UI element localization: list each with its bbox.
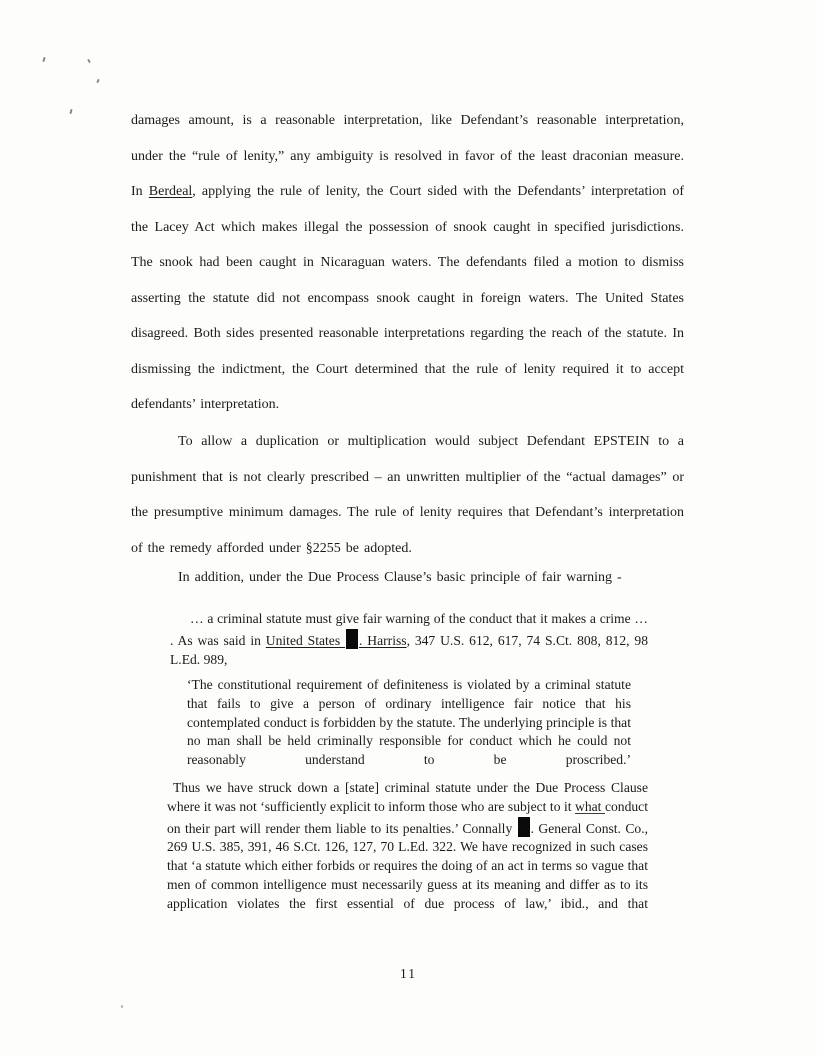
block-quote-connally <box>167 779 648 914</box>
citation-text: United States <box>265 632 346 648</box>
paragraph-text: , applying the rule of lenity, the Court sided with the Defendants’ interpretation of the Lacey Act which makes illegal the possession of snook caught in specified jurisdictions. The snook had been caught in Nicaraguan waters. The defendants filed a motion to dismiss asserting the statute did not encompass snook caught in foreign waters. The United States disagreed. Both sides presented reasonable interpretations regarding the reach of the statute. In dismissing the indictment, the Court determined that the rule of lenity required it to accept defendants’ interpretation. <box>131 184 684 412</box>
body-paragraph-lenity-argument <box>131 103 684 423</box>
page-number: 11 <box>400 966 417 981</box>
citation-text: . Harriss <box>359 632 407 648</box>
quote-text: , 347 U.S. 612, 617, 74 S.Ct. 808, 812, 98 L.Ed. 989, <box>170 632 648 667</box>
quote-text: conduct on their part will render them liable to its penalties.’ Connally <box>167 798 648 836</box>
scan-speckle <box>87 59 91 63</box>
redaction-box <box>518 817 530 837</box>
case-citation-united-states-harriss <box>266 633 407 648</box>
redaction-box <box>346 629 358 649</box>
scan-speckle <box>121 1005 123 1008</box>
quote-text-underline-artifact: what <box>575 798 605 814</box>
scan-speckle <box>96 79 100 83</box>
body-paragraph-fair-warning-intro: In addition, under the Due Process Clause’s basic principle of fair warning - <box>178 570 622 585</box>
scan-speckle <box>42 57 45 62</box>
block-quote-definiteness: ‘The constitutional requirement of definiteness is violated by a criminal statute that fails to give a person of ordinary intelligence fair notice that his contemplated conduct is forbidden by the statute. The underlying principle is that no man shall be held criminally responsible for conduct which he could not reasonably understand to be proscribed.’ <box>187 677 631 768</box>
body-paragraph-epstein-punishment: To allow a duplication or multiplication would subject Defendant EPSTEIN to a punishment that is not clearly prescribed – an unwritten multiplier of the “actual damages” or the presumptive minimum damages. The rule of lenity requires that Defendant’s interpretation of the remedy afforded under §2255 be adopted. <box>131 434 684 556</box>
quote-text: … a criminal statute must give fair warning of the conduct that it makes a crime … . As was said in <box>170 611 648 648</box>
quote-text: . General Const. Co., 269 U.S. 385, 391, 46 S.Ct. 126, 127, 70 L.Ed. 322. We have recognized in such cases that ‘a statute which either forbids or requires the doing of an act in terms so vague that men of common intelligence must necessarily guess at its meaning and differ as to its application violates the first essential of due process of law,’ ibid., and that <box>167 820 649 911</box>
scan-speckle <box>69 109 72 114</box>
quote-text: Thus we have struck down a [state] criminal statute under the Due Process Clause where it was not ‘sufficiently explicit to inform those who are subject to it <box>167 780 648 814</box>
block-quote-harriss-citation <box>170 610 648 669</box>
paragraph-text: damages amount, is a reasonable interpretation, like Defendant’s reasonable interpretation, under the “rule of lenity,” any ambiguity is resolved in favor of the least draconian measure. In <box>131 113 684 199</box>
case-citation-berdeal: Berdeal <box>148 184 193 199</box>
